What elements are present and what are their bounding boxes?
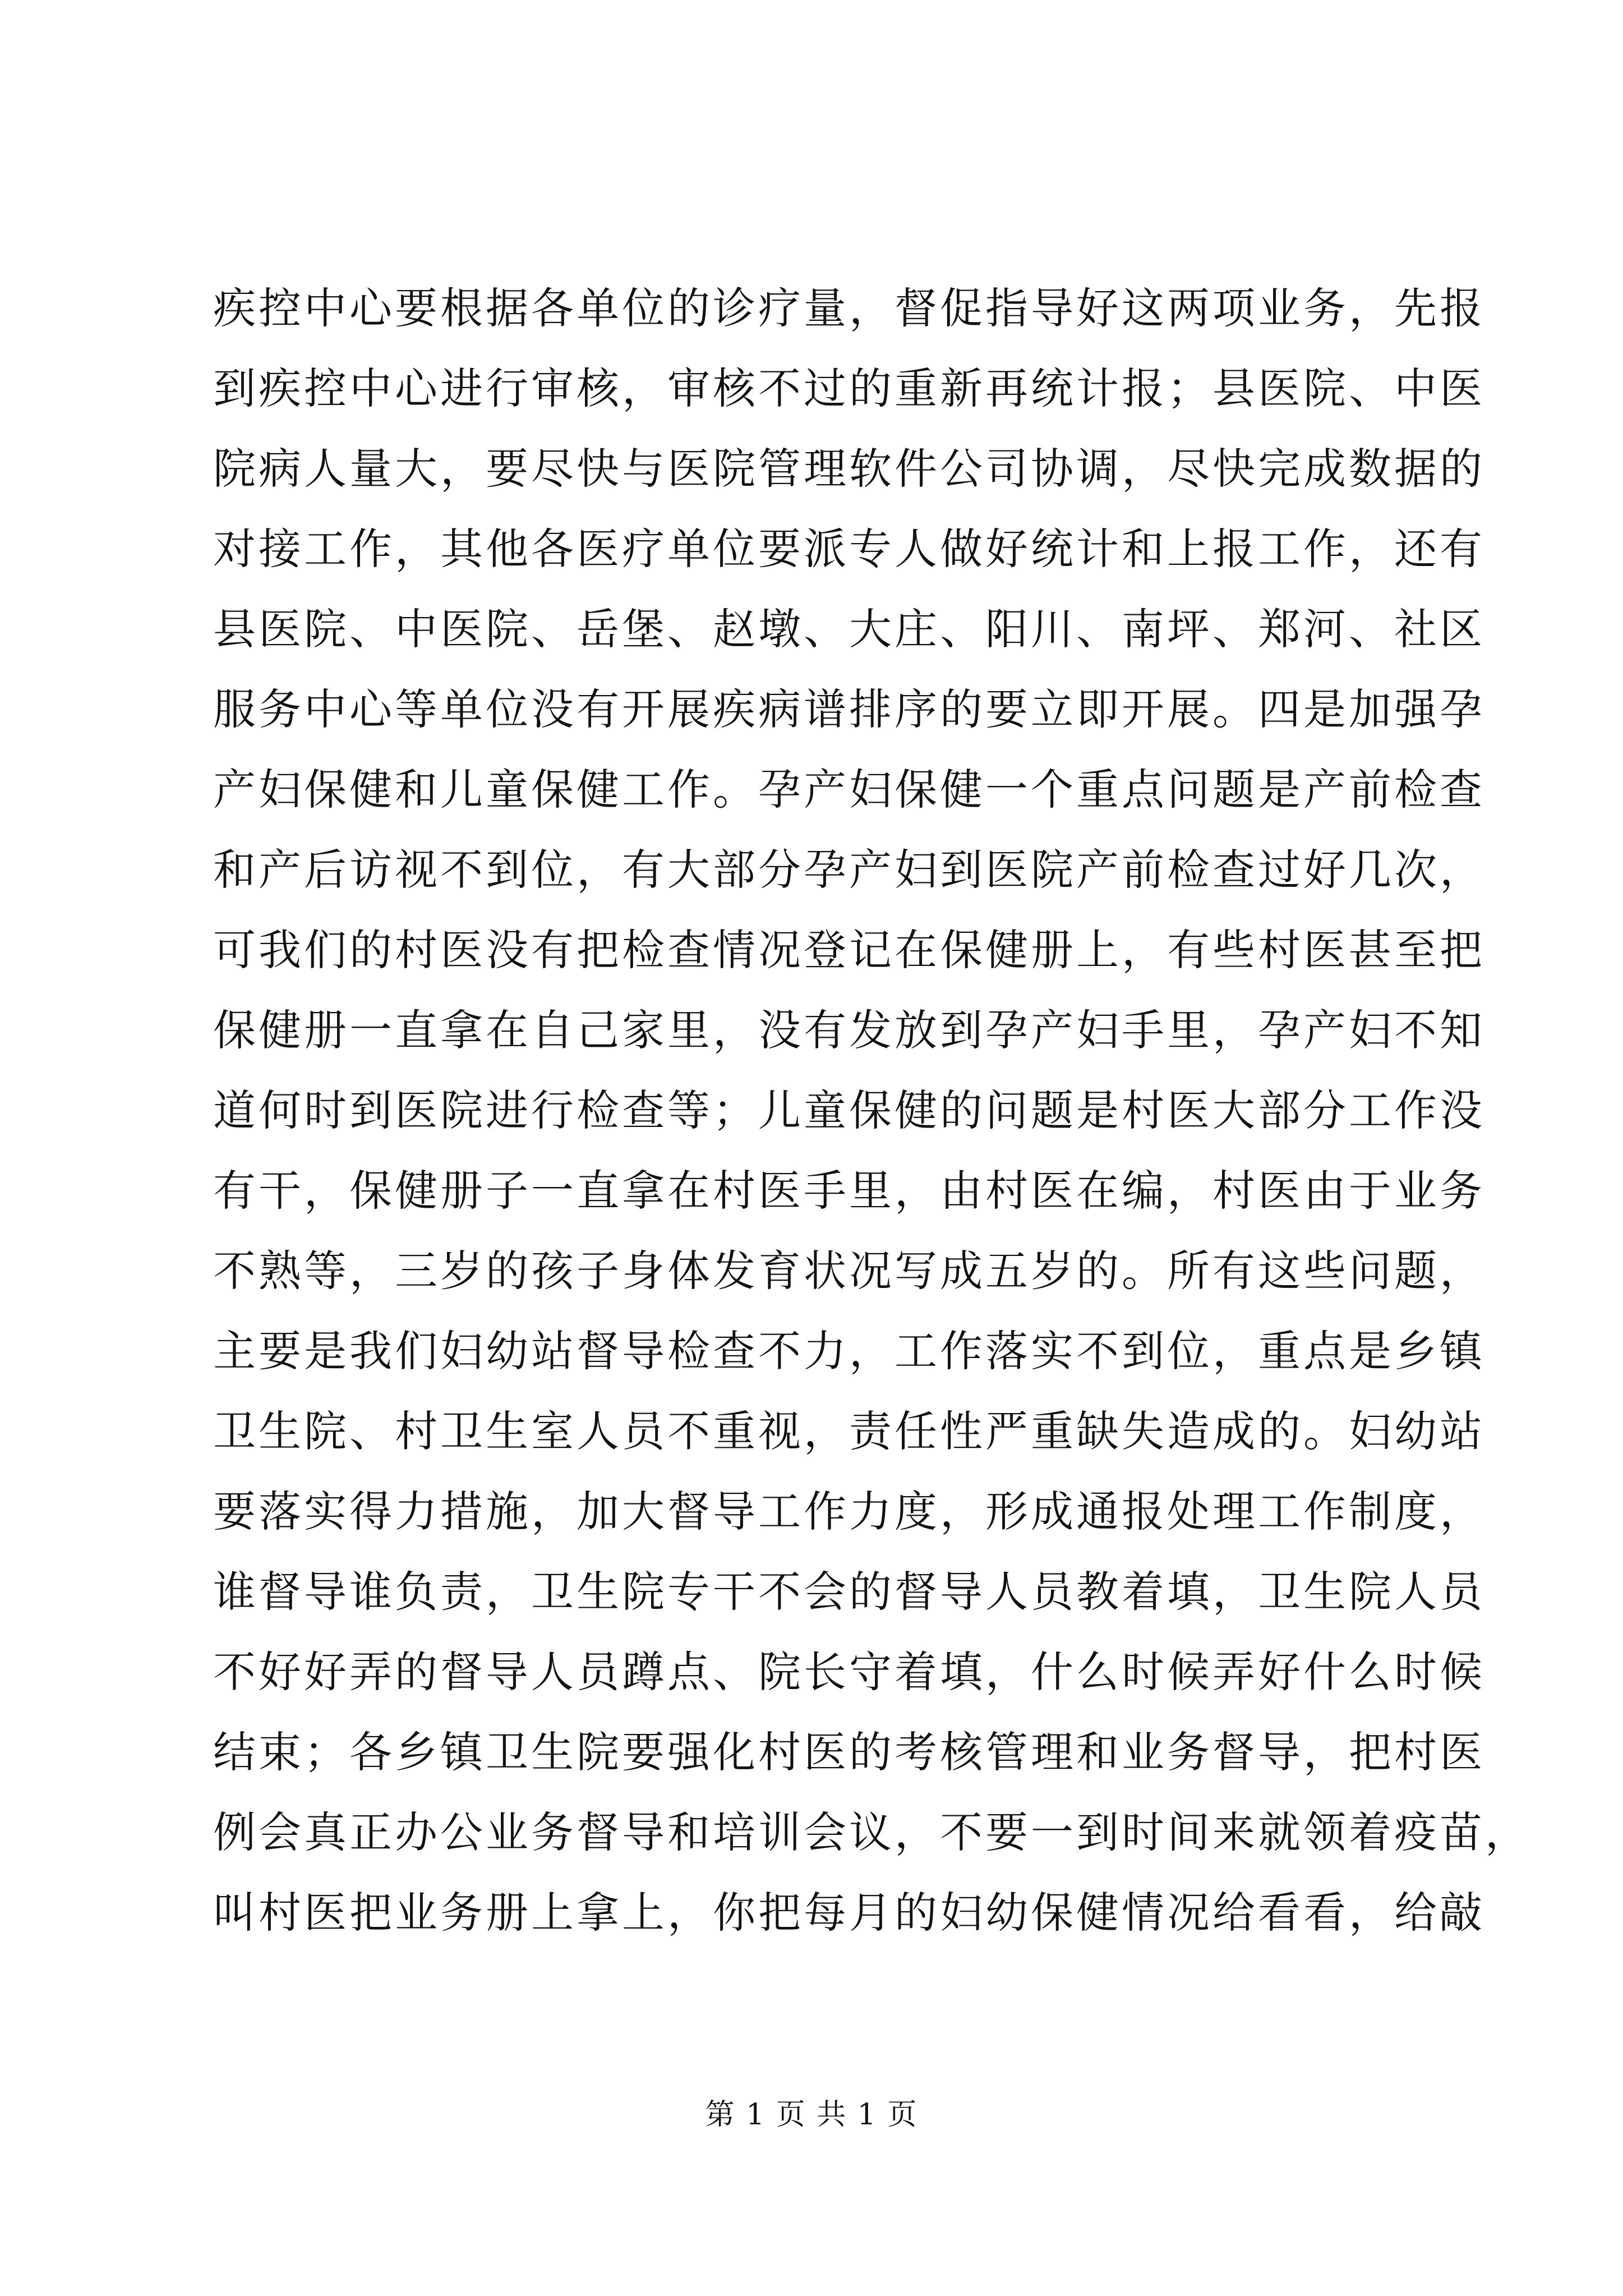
text-line: 疾控中心要根据各单位的诊疗量，督促指导好这两项业务，先报	[213, 283, 1485, 333]
text-line: 不熟等，三岁的孩子身体发育状况写成五岁的。所有这些问题，	[213, 1246, 1485, 1296]
text-line: 结束；各乡镇卫生院要强化村医的考核管理和业务督导，把村医	[213, 1727, 1485, 1777]
text-line: 院病人量大，要尽快与医院管理软件公司协调，尽快完成数据的	[213, 444, 1485, 494]
text-line: 保健册一直拿在自己家里，没有发放到孕产妇手里，孕产妇不知	[213, 1005, 1485, 1055]
text-line: 到疾控中心进行审核，审核不过的重新再统计报；县医院、中医	[213, 364, 1485, 413]
text-line: 服务中心等单位没有开展疾病谱排序的要立即开展。四是加强孕	[213, 684, 1485, 734]
text-line: 叫村医把业务册上拿上，你把每月的妇幼保健情况给看看，给敲	[213, 1888, 1485, 1938]
text-line: 产妇保健和儿童保健工作。孕产妇保健一个重点问题是产前检查	[213, 765, 1485, 815]
text-line: 例会真正办公业务督导和培训会议，不要一到时间来就领着疫苗，	[213, 1807, 1530, 1857]
text-line: 不好好弄的督导人员蹲点、院长守着填，什么时候弄好什么时候	[213, 1647, 1485, 1697]
text-line: 主要是我们妇幼站督导检查不力，工作落实不到位，重点是乡镇	[213, 1326, 1485, 1376]
text-line: 县医院、中医院、岳堡、赵墩、大庄、阳川、南坪、郑河、社区	[213, 604, 1485, 654]
page-footer: 第 1 页 共 1 页	[705, 2098, 918, 2132]
text-line: 有干，保健册子一直拿在村医手里，由村医在编，村医由于业务	[213, 1166, 1485, 1216]
text-line: 要落实得力措施，加大督导工作力度，形成通报处理工作制度，	[213, 1487, 1485, 1536]
text-line: 可我们的村医没有把检查情况登记在保健册上，有些村医甚至把	[213, 925, 1485, 975]
text-line: 谁督导谁负责，卫生院专干不会的督导人员教着填，卫生院人员	[213, 1567, 1485, 1617]
body-paragraph	[213, 268, 1530, 1953]
text-line: 和产后访视不到位，有大部分孕产妇到医院产前检查过好几次，	[213, 845, 1485, 895]
text-line: 卫生院、村卫生室人员不重视，责任性严重缺失造成的。妇幼站	[213, 1406, 1485, 1456]
text-line: 道何时到医院进行检查等；儿童保健的问题是村医大部分工作没	[213, 1085, 1485, 1135]
text-line: 对接工作，其他各医疗单位要派专人做好统计和上报工作，还有	[213, 524, 1485, 574]
